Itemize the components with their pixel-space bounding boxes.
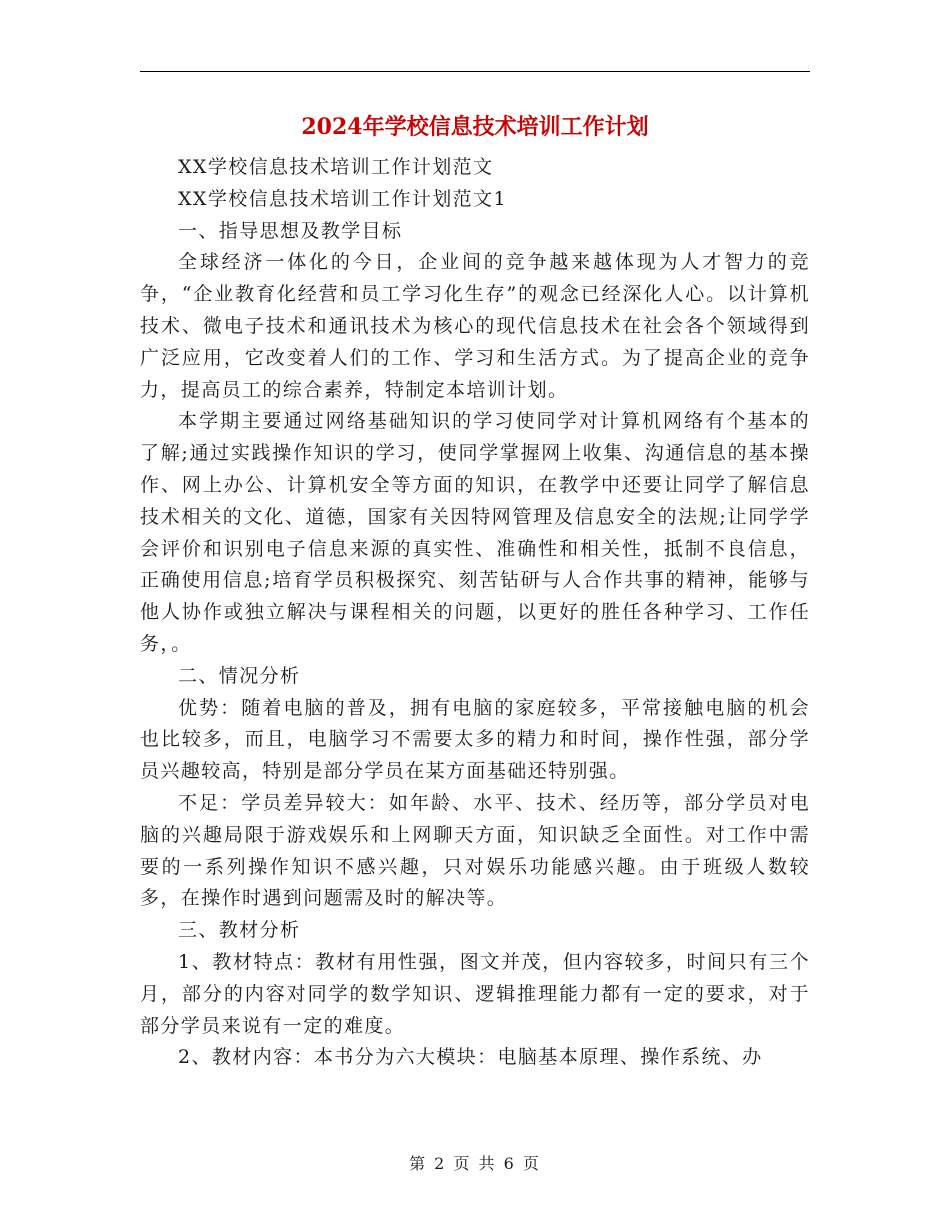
document-body xyxy=(140,152,810,1074)
paragraph-subtitle-1: XX学校信息技术培训工作计划范文1 xyxy=(178,187,507,210)
paragraph-textbook-features: 1、教材特点：教材有用性强，图文并茂，但内容较多，时间只有三个月，部分的内容对同学的数学知识、逻辑推理能力都有一定的要求，对于部分学员来说有一定的难度。 xyxy=(140,950,810,1037)
paragraph-background: 全球经济一体化的今日，企业间的竞争越来越体现为人才智力的竞争，“企业教育化经营和员工学习化生存”的观念已经深化人心。以计算机技术、微电子技术和通讯技术为核心的现代信息技术在社会各个领域得到广泛应用，它改变着人们的工作、学习和生活方式。为了提高企业的竞争力，提高员工的综合素养，特制定本培训计划。 xyxy=(140,251,810,401)
paragraph-textbook-content: 2、教材内容：本书分为六大模块：电脑基本原理、操作系统、办 xyxy=(178,1046,763,1069)
section-heading-guiding-ideas: 一、指导思想及教学目标 xyxy=(178,219,403,242)
paragraph-semester-goals: 本学期主要通过网络基础知识的学习使同学对计算机网络有个基本的了解;通过实践操作知识的学习，使同学掌握网上收集、沟通信息的基本操作、网上办公、计算机安全等方面的知识，在教学中还要让同学了解信息技术相关的文化、道德，国家有关因特网管理及信息安全的法规;让同学学会评价和识别电子信息来源的真实性、准确性和相关性，抵制不良信息，正确使用信息;培育学员积极探究、刻苦钻研与人合作共事的精神，能够与他人协作或独立解决与课程相关的问题，以更好的胜任各种学习、工作任务，。 xyxy=(140,410,810,655)
paragraph-shortcomings: 不足：学员差异较大：如年龄、水平、技术、经历等，部分学员对电脑的兴趣局限于游戏娱乐和上网聊天方面，知识缺乏全面性。对工作中需要的一系列操作知识不感兴趣，只对娱乐功能感兴趣。由于班级人数较多，在操作时遇到问题需及时的解决等。 xyxy=(140,791,810,910)
section-heading-situation: 二、情况分析 xyxy=(178,664,301,687)
document-title: 2024年学校信息技术培训工作计划 xyxy=(301,114,649,140)
paragraph-subtitle: XX学校信息技术培训工作计划范文 xyxy=(178,156,494,178)
page-number: 第 2 页 共 6 页 xyxy=(409,1154,541,1173)
header-rule xyxy=(140,71,810,72)
paragraph-advantages: 优势：随着电脑的普及，拥有电脑的家庭较多，平常接触电脑的机会也比较多，而且，电脑学习不需要太多的精力和时间，操作性强，部分学员兴趣较高，特别是部分学员在某方面基础还特别强。 xyxy=(140,696,810,783)
section-heading-textbook: 三、教材分析 xyxy=(178,919,301,942)
